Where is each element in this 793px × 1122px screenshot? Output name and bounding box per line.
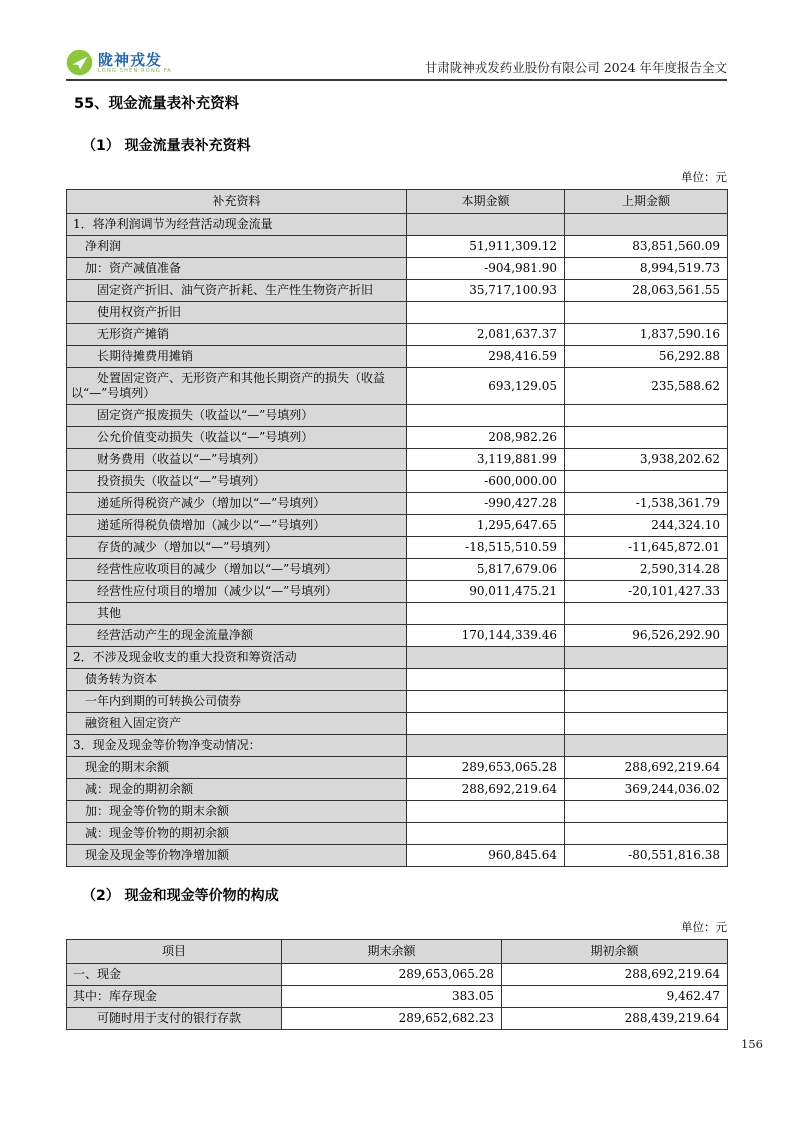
row-label: 可随时用于支付的银行存款 [67, 1008, 282, 1030]
company-logo [66, 49, 172, 76]
table-row [67, 537, 728, 559]
table-row [67, 713, 728, 735]
prior-period-amount: 2,590,314.28 [565, 559, 728, 581]
page-number: 156 [741, 1037, 763, 1051]
current-period-amount: 5,817,679.06 [407, 559, 565, 581]
row-label: 其中：库存现金 [67, 986, 282, 1008]
table-row [67, 280, 728, 302]
column-header-item: 补充资料 [67, 190, 407, 214]
prior-period-amount [565, 427, 728, 449]
prior-period-amount: 96,526,292.90 [565, 625, 728, 647]
table-row [67, 405, 728, 427]
prior-period-amount [565, 669, 728, 691]
row-label: 固定资产折旧、油气资产折耗、生产性生物资产折旧 [67, 280, 407, 302]
brand-subtitle: LONG SHEN RONG FA [98, 67, 173, 74]
current-period-amount: 1,295,647.65 [407, 515, 565, 537]
current-period-amount: 2,081,637.37 [407, 324, 565, 346]
prior-period-amount: 288,692,219.64 [565, 757, 728, 779]
current-period-amount: -18,515,510.59 [407, 537, 565, 559]
current-period-amount [407, 405, 565, 427]
row-label: 存货的减少（增加以“—”号填列） [67, 537, 407, 559]
table-row [67, 964, 728, 986]
prior-period-amount: 244,324.10 [565, 515, 728, 537]
current-period-amount [407, 823, 565, 845]
current-period-amount: 170,144,339.46 [407, 625, 565, 647]
prior-period-amount: 83,851,560.09 [565, 236, 728, 258]
table-row [67, 801, 728, 823]
table-row [67, 346, 728, 368]
row-label: 一、现金 [67, 964, 282, 986]
prior-period-amount: 3,938,202.62 [565, 449, 728, 471]
current-period-amount [407, 801, 565, 823]
current-period-amount: 90,011,475.21 [407, 581, 565, 603]
current-period-amount [407, 214, 565, 236]
report-title: 甘肃陇神戎发药业股份有限公司 2024 年年度报告全文 [424, 60, 727, 75]
table-row [67, 823, 728, 845]
table-row [67, 603, 728, 625]
current-period-amount [407, 647, 565, 669]
prior-period-amount: 9,462.47 [502, 986, 728, 1008]
prior-period-amount: -1,538,361.79 [565, 493, 728, 515]
prior-period-amount [565, 603, 728, 625]
cash-composition-table [66, 939, 728, 1030]
row-label: 经营活动产生的现金流量净额 [67, 625, 407, 647]
section-title: 55、现金流量表补充资料 [74, 96, 240, 112]
row-label: 无形资产摊销 [67, 324, 407, 346]
column-header-closing: 期末余额 [282, 940, 502, 964]
row-label: 1．将净利润调节为经营活动现金流量 [67, 214, 407, 236]
cash-flow-supplementary-table [66, 189, 728, 867]
table-row [67, 581, 728, 603]
current-period-amount: 298,416.59 [407, 346, 565, 368]
prior-period-amount [565, 691, 728, 713]
current-period-amount: 289,653,065.28 [282, 964, 502, 986]
row-label: 经营性应收项目的减少（增加以“—”号填列） [67, 559, 407, 581]
row-label: 3．现金及现金等价物净变动情况： [67, 735, 407, 757]
prior-period-amount [565, 823, 728, 845]
prior-period-amount [565, 302, 728, 324]
prior-period-amount: -20,101,427.33 [565, 581, 728, 603]
prior-period-amount [565, 801, 728, 823]
table-row [67, 236, 728, 258]
prior-period-amount: 8,994,519.73 [565, 258, 728, 280]
prior-period-amount [565, 647, 728, 669]
prior-period-amount: -80,551,816.38 [565, 845, 728, 867]
current-period-amount: 960,845.64 [407, 845, 565, 867]
row-label: 债务转为资本 [67, 669, 407, 691]
row-label: 减：现金的期初余额 [67, 779, 407, 801]
row-label: 处置固定资产、无形资产和其他长期资产的损失（收益以“—”号填列） [67, 368, 407, 405]
prior-period-amount: 288,439,219.64 [502, 1008, 728, 1030]
column-header-opening: 期初余额 [502, 940, 728, 964]
table-row [67, 493, 728, 515]
table-row [67, 368, 728, 405]
row-label: 一年内到期的可转换公司债券 [67, 691, 407, 713]
page-header [66, 44, 727, 76]
prior-period-amount [565, 713, 728, 735]
current-period-amount: 693,129.05 [407, 368, 565, 405]
table-header-row [67, 190, 728, 214]
table-row [67, 779, 728, 801]
prior-period-amount: 56,292.88 [565, 346, 728, 368]
row-label: 加：现金等价物的期末余额 [67, 801, 407, 823]
current-period-amount: 51,911,309.12 [407, 236, 565, 258]
current-period-amount [407, 603, 565, 625]
row-label: 现金及现金等价物净增加额 [67, 845, 407, 867]
brand-name: 陇神戎发 [98, 50, 163, 69]
prior-period-amount: 369,244,036.02 [565, 779, 728, 801]
table-row [67, 302, 728, 324]
current-period-amount: 208,982.26 [407, 427, 565, 449]
current-period-amount: 35,717,100.93 [407, 280, 565, 302]
header-divider [66, 79, 727, 81]
prior-period-amount: -11,645,872.01 [565, 537, 728, 559]
current-period-amount: 289,652,682.23 [282, 1008, 502, 1030]
row-label: 财务费用（收益以“—”号填列） [67, 449, 407, 471]
table-row [67, 324, 728, 346]
table-row [67, 427, 728, 449]
unit-label-2: 单位：元 [681, 920, 727, 934]
table-row [67, 1008, 728, 1030]
subsection-1-title: （1） 现金流量表补充资料 [82, 138, 251, 154]
prior-period-amount: 235,588.62 [565, 368, 728, 405]
table-row [67, 515, 728, 537]
table-row [67, 691, 728, 713]
current-period-amount [407, 691, 565, 713]
prior-period-amount: 28,063,561.55 [565, 280, 728, 302]
table-row [67, 757, 728, 779]
prior-period-amount [565, 471, 728, 493]
row-label: 减：现金等价物的期初余额 [67, 823, 407, 845]
current-period-amount: 289,653,065.28 [407, 757, 565, 779]
table-row [67, 559, 728, 581]
table-row [67, 625, 728, 647]
section-row [67, 647, 728, 669]
prior-period-amount [565, 214, 728, 236]
section-row [67, 735, 728, 757]
current-period-amount: -904,981.90 [407, 258, 565, 280]
current-period-amount: -990,427.28 [407, 493, 565, 515]
table-row [67, 845, 728, 867]
row-label: 固定资产报废损失（收益以“—”号填列） [67, 405, 407, 427]
row-label: 经营性应付项目的增加（减少以“—”号填列） [67, 581, 407, 603]
row-label: 使用权资产折旧 [67, 302, 407, 324]
table-row [67, 986, 728, 1008]
row-label: 投资损失（收益以“—”号填列） [67, 471, 407, 493]
current-period-amount [407, 302, 565, 324]
row-label: 公允价值变动损失（收益以“—”号填列） [67, 427, 407, 449]
row-label: 加：资产减值准备 [67, 258, 407, 280]
column-header-item: 项目 [67, 940, 282, 964]
section-row [67, 214, 728, 236]
column-header-prior: 上期金额 [565, 190, 728, 214]
prior-period-amount: 288,692,219.64 [502, 964, 728, 986]
row-label: 融资租入固定资产 [67, 713, 407, 735]
current-period-amount [407, 713, 565, 735]
current-period-amount [407, 735, 565, 757]
prior-period-amount: 1,837,590.16 [565, 324, 728, 346]
row-label: 净利润 [67, 236, 407, 258]
table-row [67, 449, 728, 471]
table-row [67, 258, 728, 280]
prior-period-amount [565, 405, 728, 427]
row-label: 递延所得税资产减少（增加以“—”号填列） [67, 493, 407, 515]
row-label: 2．不涉及现金收支的重大投资和筹资活动 [67, 647, 407, 669]
unit-label-1: 单位：元 [681, 170, 727, 184]
row-label: 现金的期末余额 [67, 757, 407, 779]
pinwheel-logo-icon [66, 49, 93, 76]
current-period-amount [407, 669, 565, 691]
row-label: 长期待摊费用摊销 [67, 346, 407, 368]
table-row [67, 669, 728, 691]
row-label: 递延所得税负债增加（减少以“—”号填列） [67, 515, 407, 537]
row-label: 其他 [67, 603, 407, 625]
table-header-row [67, 940, 728, 964]
current-period-amount: -600,000.00 [407, 471, 565, 493]
current-period-amount: 3,119,881.99 [407, 449, 565, 471]
column-header-current: 本期金额 [407, 190, 565, 214]
subsection-2-title: （2） 现金和现金等价物的构成 [82, 888, 279, 904]
current-period-amount: 288,692,219.64 [407, 779, 565, 801]
logo-text [98, 52, 172, 74]
table-row [67, 471, 728, 493]
prior-period-amount [565, 735, 728, 757]
current-period-amount: 383.05 [282, 986, 502, 1008]
